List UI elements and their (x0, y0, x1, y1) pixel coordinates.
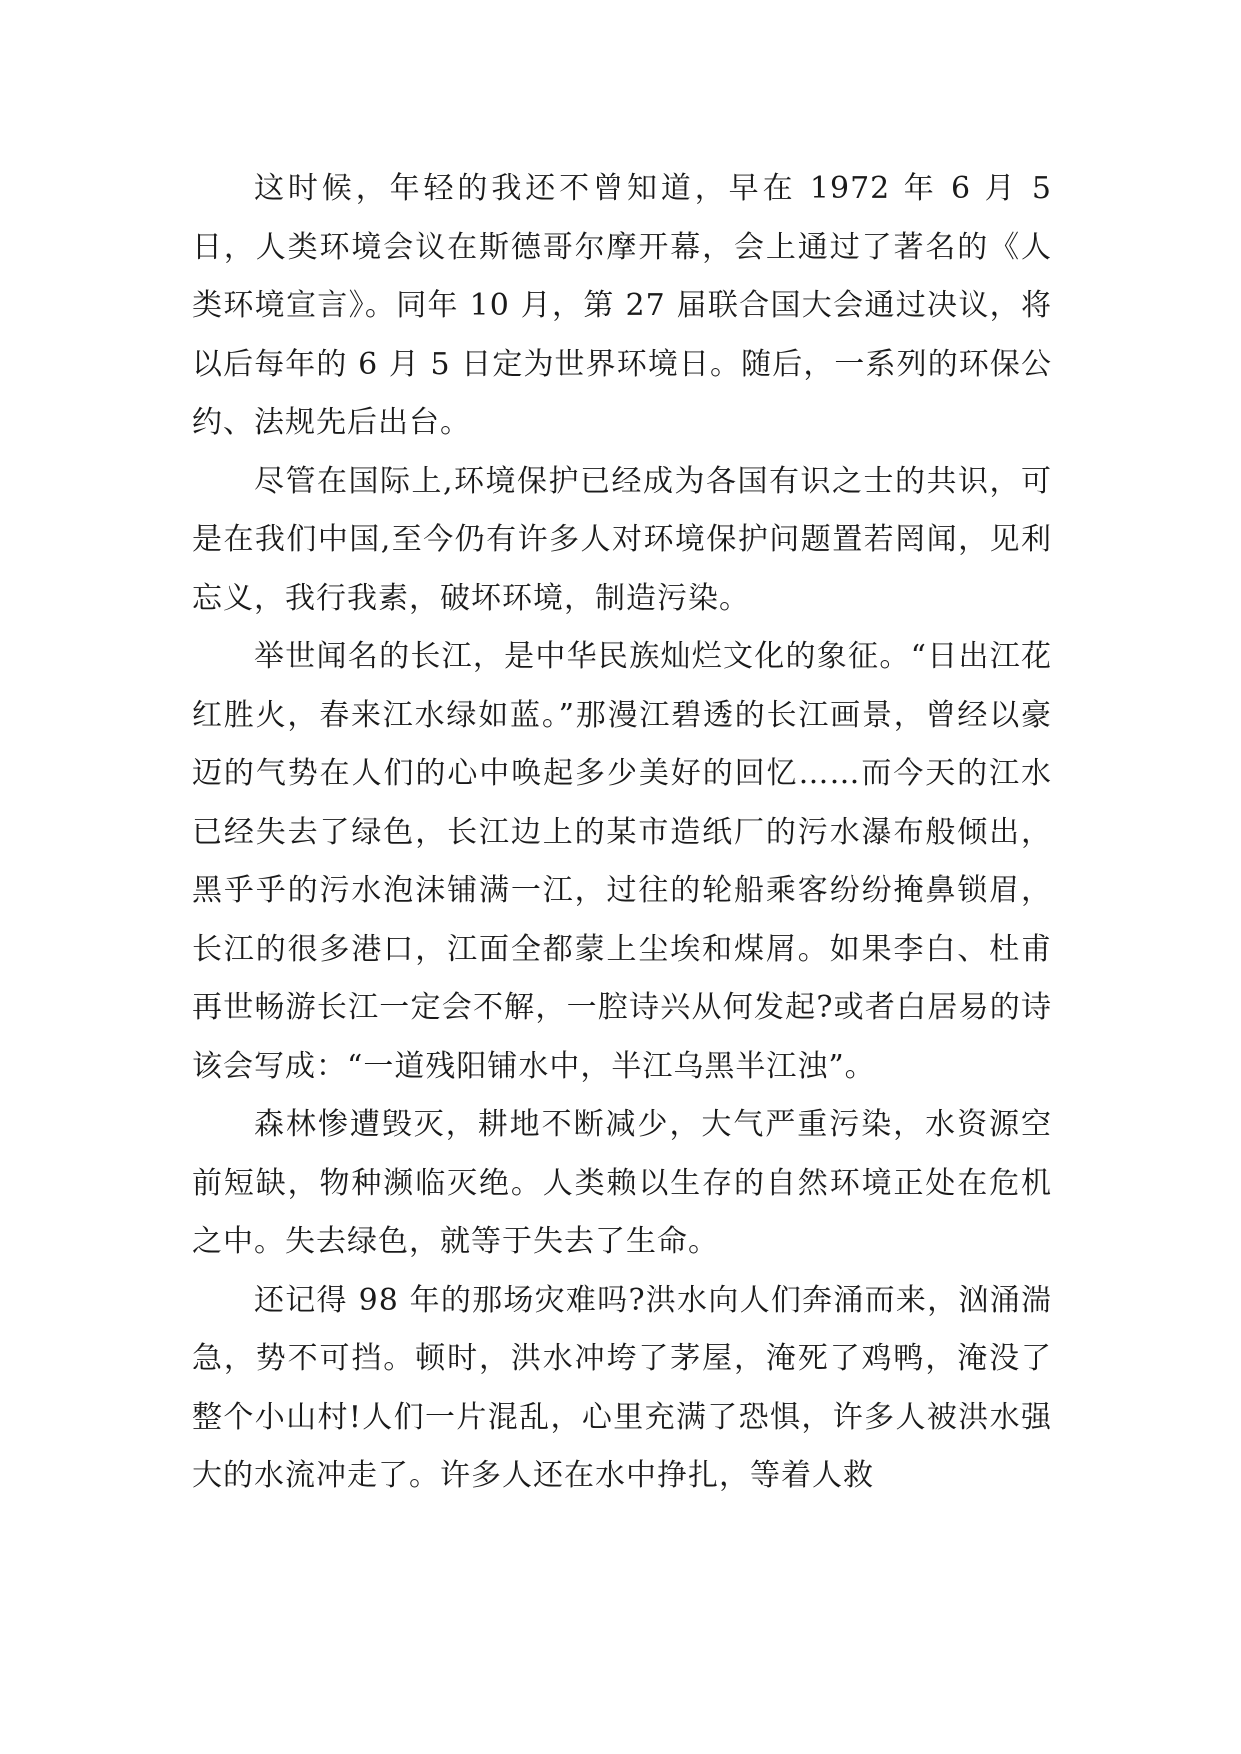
paragraph-environment-day: 这时候，年轻的我还不曾知道，早在 1972 年 6 月 5 日，人类环境会议在斯德哥尔摩开幕，会上通过了著名的《人类环境宣言》。同年 10 月，第 27 届联合国大会通过决议，将以后每年的 6 月 5 日定为世界环境日。随后，一系列的环保公约、法规先后出台。 (192, 171, 1052, 440)
paragraph-yangtze-river: 举世闻名的长江，是中华民族灿烂文化的象征。“日出江花红胜火，春来江水绿如蓝。”那漫江碧透的长江画景，曾经以豪迈的气势在人们的心中唤起多少美好的回忆……而今天的江水已经失去了绿色，长江边上的某市造纸厂的污水瀑布般倾出，黑乎乎的污水泡沫铺满一江，过往的轮船乘客纷纷掩鼻锁眉，长江的很多港口，江面全都蒙上尘埃和煤屑。如果李白、杜甫再世畅游长江一定会不解，一腔诗兴从何发起?或者白居易的诗该会写成：“一道残阳铺水中，半江乌黑半江浊”。 (192, 639, 1052, 1084)
paragraph-china-awareness: 尽管在国际上,环境保护已经成为各国有识之士的共识，可是在我们中国,至今仍有许多人对环境保护问题置若罔闻，见利忘义，我行我素，破坏环境，制造污染。 (192, 463, 1052, 616)
paragraph-1998-flood: 还记得 98 年的那场灾难吗?洪水向人们奔涌而来，汹涌湍急，势不可挡。顿时，洪水冲垮了茅屋，淹死了鸡鸭，淹没了整个小山村!人们一片混乱，心里充满了恐惧，许多人被洪水强大的水流冲走了。许多人还在水中挣扎，等着人救 (192, 1282, 1052, 1493)
paragraph-environmental-crisis: 森林惨遭毁灭，耕地不断减少，大气严重污染，水资源空前短缺，物种濒临灭绝。人类赖以生存的自然环境正处在危机之中。失去绿色，就等于失去了生命。 (192, 1107, 1052, 1259)
document-body (192, 160, 1052, 1506)
